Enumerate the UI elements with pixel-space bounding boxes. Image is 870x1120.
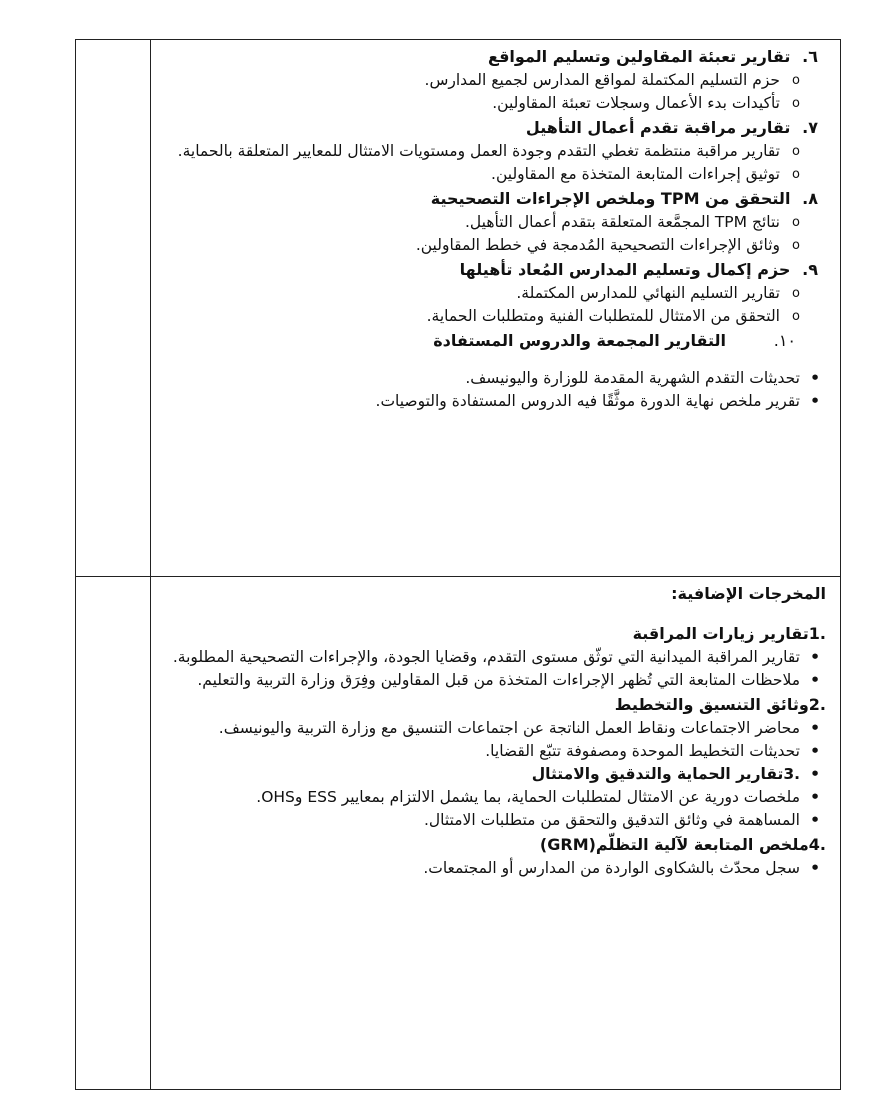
empty-cell bbox=[76, 577, 151, 1090]
bullet-item: • تحديثات التقدم الشهرية المقدمة للوزارة واليونيسف. bbox=[465, 369, 820, 387]
additional-heading: المخرجات الإضافية: bbox=[671, 584, 826, 603]
bullet-item: • .3تقارير الحماية والتدقيق والامتثال bbox=[531, 765, 820, 783]
table-row bbox=[76, 577, 841, 1090]
sub-item: o تقارير مراقبة منتظمة تغطي التقدم وجودة العمل ومستويات الامتثال للمعايير المتعلقة بالحماية. bbox=[177, 142, 800, 160]
additional-outputs-cell bbox=[151, 577, 841, 1090]
group-heading: .4ملخص المتابعة لآلية التظلّم(GRM) bbox=[539, 835, 826, 854]
sub-item: o حزم التسليم المكتملة لمواقع المدارس لجميع المدارس. bbox=[424, 71, 800, 89]
group-heading: .1تقارير زيارات المراقبة bbox=[632, 624, 826, 643]
bullet-item: • المساهمة في وثائق التدقيق والتحقق من متطلبات الامتثال. bbox=[423, 811, 820, 829]
bullet-item: • تقارير المراقبة الميدانية التي توثّق مستوى التقدم، وقضايا الجودة، والإجراءات التصحيحية المطلوبة. bbox=[172, 648, 820, 666]
sub-item: o نتائج TPM المجمَّعة المتعلقة بتقدم أعمال التأهيل. bbox=[465, 213, 800, 231]
document-table bbox=[75, 39, 841, 1090]
group-heading: .2وثائق التنسيق والتخطيط bbox=[614, 695, 826, 714]
bullet-item: • تقرير ملخص نهاية الدورة موثَّقًا فيه الدروس المستفادة والتوصيات. bbox=[375, 392, 820, 410]
sub-item: o وثائق الإجراءات التصحيحية المُدمجة في خطط المقاولين. bbox=[415, 236, 800, 254]
sub-item: o تقارير التسليم النهائي للمدارس المكتملة. bbox=[516, 284, 800, 302]
table-row bbox=[76, 40, 841, 577]
bullet-item: • سجل محدّث بالشكاوى الواردة من المدارس أو المجتمعات. bbox=[423, 859, 820, 877]
section-heading: ٧. تقارير مراقبة تقدم أعمال التأهيل bbox=[525, 118, 818, 137]
bullet-item: • تحديثات التخطيط الموحدة ومصفوفة تتبّع القضايا. bbox=[485, 742, 820, 760]
bullet-item: • محاضر الاجتماعات ونقاط العمل الناتجة عن اجتماعات التنسيق مع وزارة التربية واليونيسف. bbox=[218, 719, 820, 737]
section-heading: ١٠.التقارير المجمعة والدروس المستفادة bbox=[433, 331, 796, 350]
section-heading: ٦. تقارير تعبئة المقاولين وتسليم المواقع bbox=[488, 47, 818, 66]
sub-item: o توثيق إجراءات المتابعة المتخذة مع المقاولين. bbox=[491, 165, 800, 183]
deliverables-cell bbox=[151, 40, 841, 577]
empty-cell bbox=[76, 40, 151, 577]
bullet-item: • ملاحظات المتابعة التي تُظهر الإجراءات المتخذة من قبل المقاولين وفِرَق وزارة التربية والتعليم. bbox=[197, 671, 820, 689]
sub-item: o التحقق من الامتثال للمتطلبات الفنية ومتطلبات الحماية. bbox=[426, 307, 800, 325]
section-heading: ٨. التحقق من TPM وملخص الإجراءات التصحيحية bbox=[430, 189, 818, 208]
sub-item: o تأكيدات بدء الأعمال وسجلات تعبئة المقاولين. bbox=[492, 94, 800, 112]
bullet-item: • ملخصات دورية عن الامتثال لمتطلبات الحماية، بما يشمل الالتزام بمعايير ESS وOHS. bbox=[256, 788, 820, 806]
section-heading: ٩. حزم إكمال وتسليم المدارس المُعاد تأهيلها bbox=[459, 260, 818, 279]
